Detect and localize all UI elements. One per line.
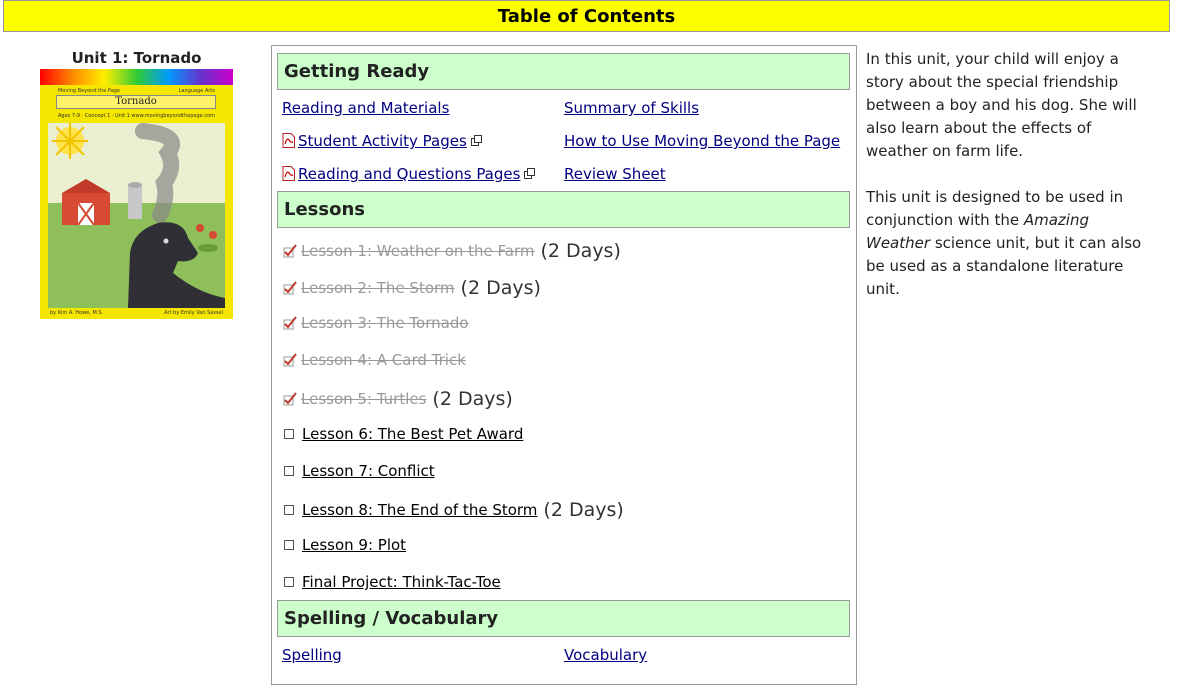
lesson-title-link[interactable]: Lesson 8: The End of the Storm bbox=[302, 501, 538, 519]
empty-checkbox-icon[interactable] bbox=[284, 505, 294, 515]
spelling-link[interactable]: Spelling bbox=[282, 646, 342, 664]
unit-cover-image bbox=[40, 69, 233, 319]
empty-checkbox-icon[interactable] bbox=[284, 540, 294, 550]
usage-note-start: This unit is designed to be used in conjunction with the bbox=[866, 188, 1124, 229]
external-link-icon bbox=[524, 168, 535, 179]
checkmark-icon[interactable] bbox=[283, 244, 297, 258]
cover-illustration bbox=[48, 123, 225, 308]
cover-subject: Language Arts bbox=[178, 88, 215, 94]
pdf-icon bbox=[282, 133, 295, 148]
pdf-icon bbox=[282, 166, 295, 181]
lesson-row[interactable] bbox=[283, 462, 435, 480]
reading-and-materials-link[interactable]: Reading and Materials bbox=[282, 99, 450, 117]
lesson-duration: (2 Days) bbox=[540, 240, 621, 262]
lesson-title-link[interactable]: Final Project: Think-Tac-Toe bbox=[302, 573, 501, 591]
page-title: Table of Contents bbox=[497, 5, 676, 27]
section-heading: Spelling / Vocabulary bbox=[284, 608, 499, 629]
lesson-title-link[interactable]: Lesson 1: Weather on the Farm bbox=[301, 242, 535, 260]
unit-title: Unit 1: Tornado bbox=[71, 49, 202, 67]
section-heading: Getting Ready bbox=[284, 61, 430, 82]
section-lessons bbox=[277, 191, 850, 228]
lesson-title-link[interactable]: Lesson 6: The Best Pet Award bbox=[302, 425, 524, 443]
cover-artist: Art by Emily Van Sassel bbox=[164, 310, 223, 316]
empty-checkbox-icon[interactable] bbox=[284, 429, 294, 439]
lesson-row[interactable] bbox=[283, 425, 523, 443]
reading-and-questions-pages-link[interactable] bbox=[282, 165, 535, 183]
lesson-duration: (2 Days) bbox=[543, 499, 624, 521]
empty-checkbox-icon[interactable] bbox=[284, 577, 294, 587]
reading-and-questions-pages-label: Reading and Questions Pages bbox=[298, 165, 521, 183]
lesson-duration: (2 Days) bbox=[460, 277, 541, 299]
cover-book-title: Tornado bbox=[56, 95, 216, 109]
section-heading: Lessons bbox=[284, 199, 365, 220]
cover-website: www.movingbeyondthepage.com bbox=[131, 113, 215, 119]
cover-author: by Kim A. Howe, M.S. bbox=[50, 310, 104, 316]
unit-usage-note bbox=[866, 186, 1151, 301]
checkmark-icon[interactable] bbox=[283, 316, 297, 330]
lesson-row[interactable] bbox=[283, 277, 541, 299]
lesson-title-link[interactable]: Lesson 9: Plot bbox=[302, 536, 407, 554]
unit-description: In this unit, your child will enjoy a story about the special friendship between a boy and his dog. She will also learn about the effects of weather on farm life. bbox=[866, 50, 1137, 160]
cover-ages: Ages 7-9 · Concept 1 · Unit 1 bbox=[58, 113, 130, 119]
external-link-icon bbox=[471, 135, 482, 146]
usage-note-end: science unit, but it can also be used as a standalone literature unit. bbox=[866, 234, 1142, 298]
lesson-row[interactable] bbox=[283, 351, 466, 369]
lesson-title-link[interactable]: Lesson 3: The Tornado bbox=[301, 314, 469, 332]
how-to-use-link[interactable]: How to Use Moving Beyond the Page bbox=[564, 132, 841, 150]
checkmark-icon[interactable] bbox=[283, 392, 297, 406]
cover-series: Moving Beyond the Page bbox=[58, 88, 121, 94]
section-getting-ready bbox=[277, 53, 850, 90]
lesson-title-link[interactable]: Lesson 4: A Card Trick bbox=[301, 351, 466, 369]
lesson-title-link[interactable]: Lesson 5: Turtles bbox=[301, 390, 427, 408]
cover-rainbow-stripe bbox=[40, 69, 233, 85]
empty-checkbox-icon[interactable] bbox=[284, 466, 294, 476]
lesson-row[interactable] bbox=[283, 240, 621, 262]
review-sheet-link[interactable]: Review Sheet bbox=[564, 165, 666, 183]
lesson-title-link[interactable]: Lesson 2: The Storm bbox=[301, 279, 455, 297]
page-header bbox=[3, 0, 1170, 32]
checkmark-icon[interactable] bbox=[283, 281, 297, 295]
amazing-weather-unit-name: Amazing Weather bbox=[866, 211, 1089, 252]
lesson-title-link[interactable]: Lesson 7: Conflict bbox=[302, 462, 435, 480]
section-spelling-vocabulary bbox=[277, 600, 850, 637]
summary-of-skills-link[interactable]: Summary of Skills bbox=[564, 99, 700, 117]
lesson-row[interactable] bbox=[283, 499, 624, 521]
lesson-row[interactable] bbox=[283, 314, 469, 332]
student-activity-pages-label: Student Activity Pages bbox=[298, 132, 467, 150]
lesson-row[interactable] bbox=[283, 573, 501, 591]
vocabulary-link[interactable]: Vocabulary bbox=[564, 646, 648, 664]
lesson-row[interactable] bbox=[283, 388, 513, 410]
lesson-row[interactable] bbox=[283, 536, 406, 554]
lesson-duration: (2 Days) bbox=[432, 388, 513, 410]
student-activity-pages-link[interactable] bbox=[282, 132, 482, 150]
checkmark-icon[interactable] bbox=[283, 353, 297, 367]
